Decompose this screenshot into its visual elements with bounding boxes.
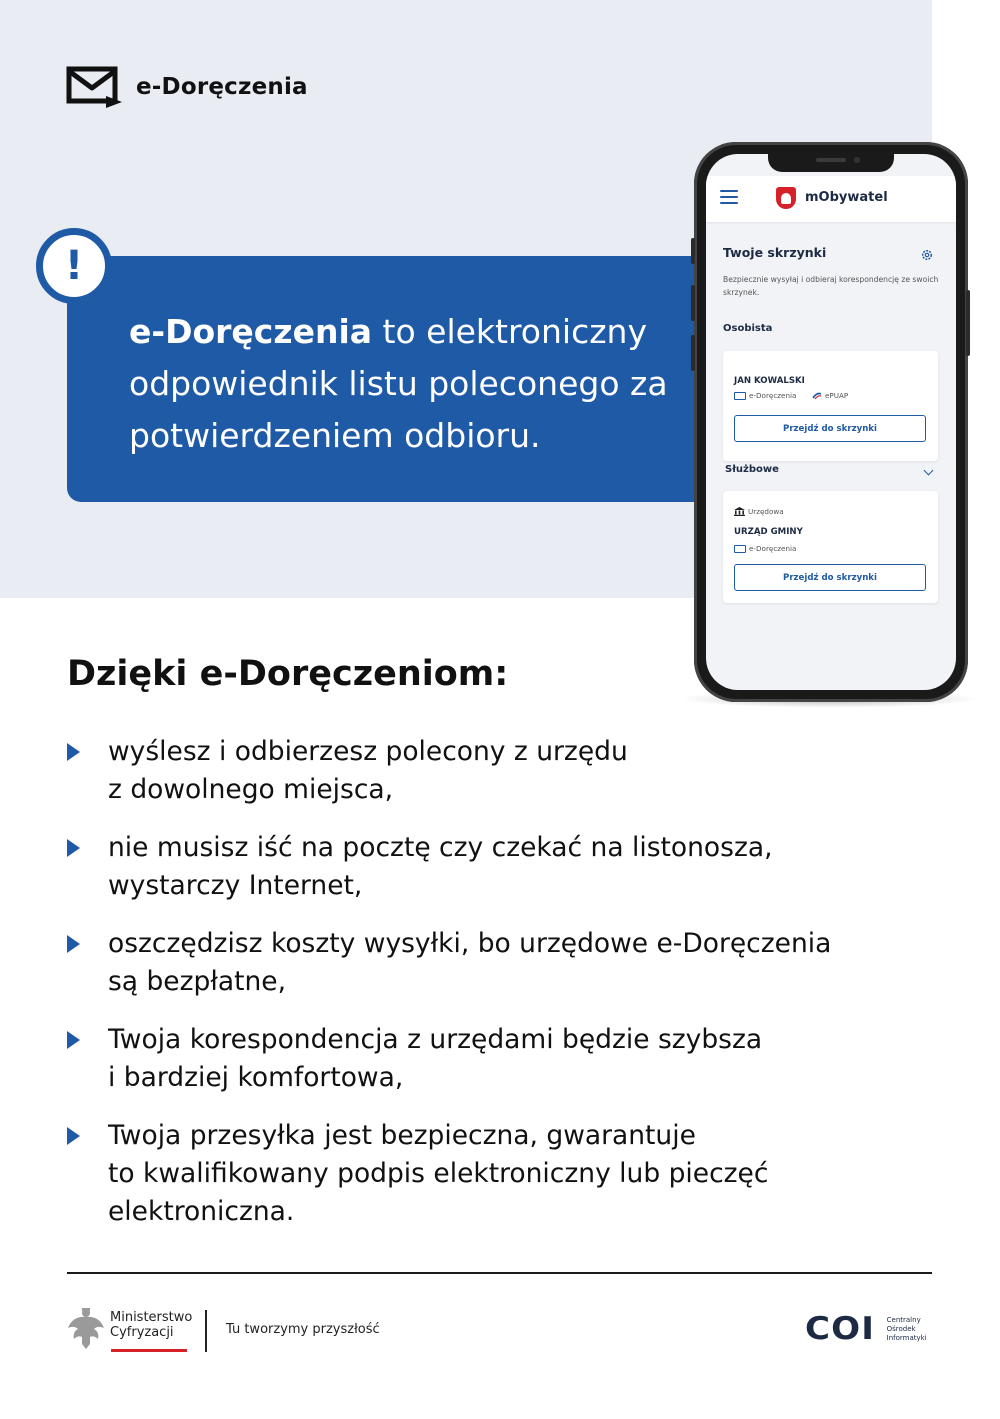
triangle-bullet-icon (67, 1127, 80, 1145)
list-item: nie musisz iść na pocztę czy czekać na listonosza, wystarczy Internet, (67, 829, 927, 905)
epuap-icon (812, 392, 822, 400)
list-item: Twoja przesyłka jest bezpieczna, gwarantuje to kwalifikowany podpis elektroniczny lub pieczęć elektroniczna. (67, 1117, 927, 1231)
phone-side-button (691, 238, 695, 264)
go-to-mailbox-button[interactable]: Przejdź do skrzynki (734, 415, 926, 442)
envelope-icon (734, 545, 746, 553)
eagle-emblem-icon (67, 1306, 105, 1350)
menu-icon[interactable] (720, 190, 738, 204)
footer-divider (67, 1272, 932, 1274)
triangle-bullet-icon (67, 1031, 80, 1049)
chip-e-doreczenia: e-Doręczenia (734, 391, 796, 400)
list-item: oszczędzisz koszty wysyłki, bo urzędowe e-Doręczenia są bezpłatne, (67, 925, 927, 1001)
footer-separator (205, 1310, 207, 1352)
section-business: Służbowe (725, 464, 779, 475)
app-header (706, 176, 956, 222)
phone-screen (706, 154, 956, 690)
info-box (67, 256, 707, 502)
info-bold: e-Doręczenia (129, 312, 373, 351)
personal-mailbox-card (723, 351, 938, 461)
coi-logo (805, 1311, 927, 1347)
mailboxes-title: Twoje skrzynki (723, 245, 827, 260)
triangle-bullet-icon (67, 935, 80, 953)
phone-side-button (966, 290, 970, 356)
coi-name: Centralny Ośrodek Informatyki (886, 1316, 927, 1342)
chip-e-doreczenia: e-Doręczenia (734, 544, 796, 553)
ministry-underline (111, 1349, 187, 1352)
mailboxes-description: Bezpiecznie wysyłaj i odbieraj korespondencję ze swoich skrzynek. (723, 275, 939, 297)
mailbox-office-name: URZĄD GMINY (734, 527, 803, 537)
phone-side-button (691, 285, 695, 321)
envelope-arrow-icon (66, 66, 122, 108)
brand-logo (66, 66, 308, 108)
info-text (129, 306, 689, 462)
info-rest: to elektroniczny odpowiednik listu poleconego za potwierdzeniem odbioru. (129, 312, 668, 455)
app-title: mObywatel (805, 190, 888, 205)
envelope-icon (734, 392, 746, 400)
ministry-slogan: Tu tworzymy przyszłość (226, 1322, 380, 1337)
building-icon (734, 507, 745, 516)
ministry-name: Ministerstwo Cyfryzacji (110, 1310, 193, 1340)
brand-name: e-Doręczenia (136, 74, 308, 100)
mailbox-owner-name: JAN KOWALSKI (734, 376, 805, 386)
phone-notch (768, 154, 894, 172)
triangle-bullet-icon (67, 743, 80, 761)
triangle-bullet-icon (67, 839, 80, 857)
chevron-down-icon[interactable] (924, 466, 934, 476)
list-item: Twoja korespondencja z urzędami będzie szybsza i bardziej komfortowa, (67, 1021, 927, 1097)
section-personal: Osobista (723, 323, 773, 334)
gear-icon[interactable] (921, 249, 933, 261)
phone-side-button (691, 335, 695, 371)
eagle-emblem-icon (776, 187, 796, 209)
list-item: wyślesz i odbierzesz polecony z urzędu z dowolnego miejsca, (67, 733, 927, 809)
business-mailbox-card (723, 491, 938, 603)
go-to-mailbox-button[interactable]: Przejdź do skrzynki (734, 564, 926, 591)
mailbox-type: Urzędowa (734, 507, 784, 516)
exclamation-icon: ! (36, 228, 112, 304)
coi-mark: COI (805, 1311, 876, 1347)
chip-epuap: ePUAP (812, 391, 848, 400)
ministry-logo (67, 1306, 192, 1350)
benefits-list (67, 733, 927, 1251)
benefits-heading: Dzięki e-Doręczeniom: (67, 654, 509, 694)
